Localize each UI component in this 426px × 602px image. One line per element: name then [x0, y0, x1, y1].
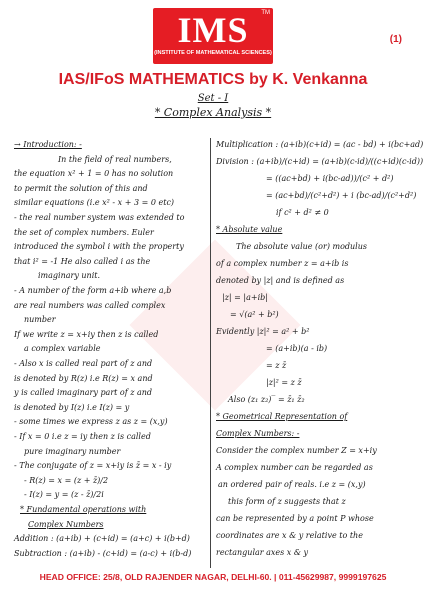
footer-contact: HEAD OFFICE: 25/8, OLD RAJENDER NAGAR, DELHI-60. | 011-45629987, 9999197625	[39, 572, 387, 582]
note-line: = z z̄	[266, 361, 287, 370]
column-divider	[210, 138, 211, 568]
note-line: = √(a² + b²)	[230, 310, 279, 319]
page-title: IAS/IFoS MATHEMATICS by K. Venkanna	[58, 71, 368, 88]
logo-text: IMS	[177, 10, 249, 50]
note-line: an ordered pair of reals. i.e z = (x,y)	[218, 480, 366, 489]
note-line: Evidently |z|² = a² + b²	[216, 327, 310, 336]
topic-heading: * Complex Analysis *	[154, 106, 272, 119]
note-line: = (a+ib)(a - ib)	[266, 344, 328, 353]
note-line: Division : (a+ib)/(c+id) = (a+ib)(c-id)/((c+id)(c-id))	[216, 157, 424, 166]
note-line: Multiplication : (a+ib)(c+id) = (ac - bd) + i(bc+ad)	[216, 140, 424, 149]
note-line: denoted by |z| and is defined as	[216, 276, 345, 285]
note-line: * Fundamental operations with	[20, 505, 147, 514]
note-line: imaginary unit.	[38, 271, 101, 281]
page-number: (1)	[389, 34, 402, 45]
note-line: that i² = -1 He also called i as the	[14, 256, 151, 266]
note-line: is denoted by I(z) i.e I(z) = y	[14, 402, 130, 412]
note-line: can be represented by a point P whose	[216, 514, 374, 523]
note-line: number	[24, 315, 56, 325]
note-line: rectangular axes x & y	[216, 548, 309, 557]
logo-subtitle: (INSTITUTE OF MATHEMATICAL SCIENCES)	[154, 50, 272, 56]
note-line: → Introduction: -	[14, 140, 82, 149]
logo-trademark: TM	[261, 10, 270, 16]
note-line: - Also x is called real part of z and	[14, 359, 153, 368]
note-line: of a complex number z = a+ib is	[216, 259, 349, 268]
note-line: the set of complex numbers. Euler	[14, 227, 154, 237]
set-heading: Set - I	[197, 93, 229, 104]
note-line: pure imaginary number	[24, 446, 121, 456]
note-line: - some times we express z as z = (x,y)	[14, 417, 168, 427]
note-line: |z| = |a+ib|	[222, 293, 268, 302]
note-line: if c² + d² ≠ 0	[276, 208, 329, 217]
note-line: = ((ac+bd) + i(bc-ad))/(c² + d²)	[266, 174, 394, 183]
note-line: - R(z) = x = (z + z̄)/2	[24, 475, 109, 485]
note-line: this form of z suggests that z	[228, 497, 346, 506]
note-line: = (ac+bd)/(c²+d²) + i (bc-ad)/(c²+d²)	[266, 191, 417, 200]
note-line: |z|² = z z̄	[266, 378, 302, 387]
note-line: In the field of real numbers,	[58, 154, 172, 164]
note-line: introduced the symbol i with the property	[14, 242, 184, 252]
note-line: If we write z = x+iy then z is called	[14, 329, 159, 339]
note-line: A complex number can be regarded as	[216, 463, 373, 472]
note-line: Consider the complex number Z = x+iy	[216, 446, 377, 455]
note-line: The absolute value (or) modulus	[236, 242, 367, 251]
note-line: similar equations (i.e x² - x + 3 = 0 etc)	[14, 198, 175, 208]
note-line: a complex variable	[24, 344, 101, 354]
note-line: - I(z) = y = (z - z̄)/2i	[24, 490, 104, 500]
note-line: Addition : (a+ib) + (c+id) = (a+c) + i(b+d)	[14, 534, 190, 544]
note-line: * Geometrical Representation of	[216, 412, 348, 421]
note-line: Complex Numbers	[28, 519, 104, 529]
note-line: - If x = 0 i.e z = iy then z is called	[14, 432, 151, 441]
note-line: to permit the solution of this and	[14, 183, 148, 193]
note-line: the equation x² + 1 = 0 has no solution	[14, 169, 174, 179]
note-line: Complex Numbers: -	[216, 429, 300, 438]
note-line: - The conjugate of z = x+iy is z̄ = x - iy	[14, 461, 172, 471]
note-line: * Absolute value	[216, 225, 283, 234]
note-line: Subtraction : (a+ib) - (c+id) = (a-c) + i(b-d)	[14, 548, 192, 558]
note-line: is denoted by R(z) i.e R(z) = x and	[14, 373, 153, 383]
note-line: y is called imaginary part of z and	[14, 388, 153, 398]
note-line: Also (z₁ z₂)‾ = z̄₁ z̄₂	[228, 395, 305, 404]
note-line: are real numbers was called complex	[14, 300, 166, 310]
note-line: - A number of the form a+ib where a,b	[14, 286, 172, 295]
note-line: - the real number system was extended to	[14, 213, 185, 222]
ims-logo	[153, 8, 273, 64]
note-line: coordinates are x & y relative to the	[216, 531, 363, 540]
